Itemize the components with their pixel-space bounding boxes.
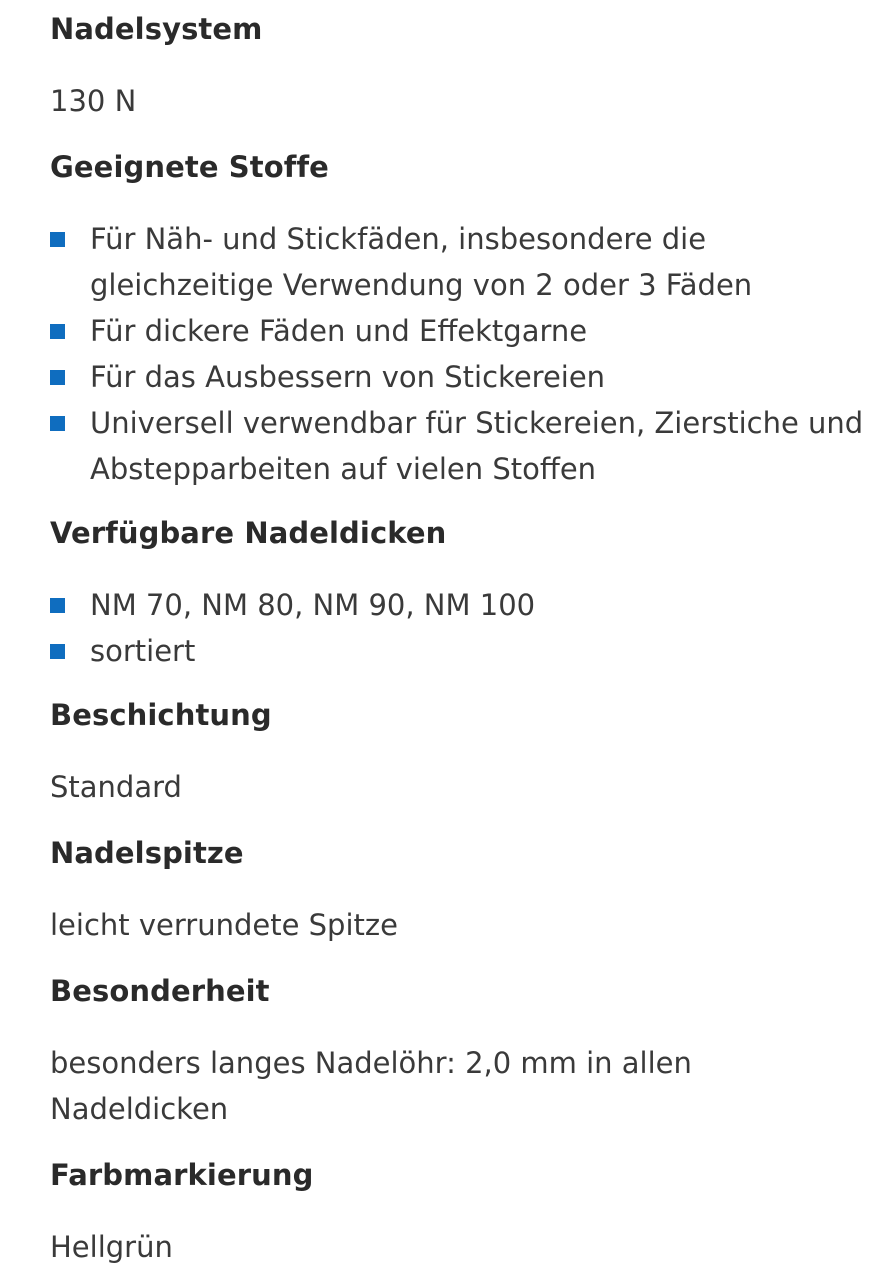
list-item-text: Für Näh- und Stickfäden, insbesondere die gleichzeitige Verwendung von 2 oder 3 Fäden bbox=[90, 222, 753, 302]
section-value-nadelsystem: 130 N bbox=[50, 84, 137, 118]
needle-size-list bbox=[50, 582, 870, 674]
section-geeignete-stoffe bbox=[50, 148, 870, 492]
section-besonderheit bbox=[50, 972, 870, 1132]
list-item bbox=[50, 308, 870, 354]
section-heading-nadelsystem: Nadelsystem bbox=[50, 12, 263, 46]
section-value-besonderheit: besonders langes Nadelöhr: 2,0 mm in allen Nadeldicken bbox=[50, 1046, 692, 1126]
section-heading-besonderheit: Besonderheit bbox=[50, 974, 270, 1008]
section-heading-beschichtung: Beschichtung bbox=[50, 698, 272, 732]
section-beschichtung bbox=[50, 696, 870, 810]
square-bullet-icon bbox=[50, 324, 65, 339]
list-item bbox=[50, 400, 870, 492]
section-value-beschichtung: Standard bbox=[50, 770, 182, 804]
section-value-farbmarkierung: Hellgrün bbox=[50, 1230, 173, 1264]
section-farbmarkierung bbox=[50, 1156, 870, 1270]
list-item bbox=[50, 216, 870, 308]
list-item-text: Für das Ausbessern von Stickereien bbox=[90, 360, 606, 394]
square-bullet-icon bbox=[50, 598, 65, 613]
section-value-nadelspitze: leicht verrundete Spitze bbox=[50, 908, 398, 942]
fabric-list bbox=[50, 216, 870, 492]
list-item-text: sortiert bbox=[90, 634, 196, 668]
list-item-text: Für dickere Fäden und Effektgarne bbox=[90, 314, 588, 348]
list-item bbox=[50, 582, 870, 628]
section-nadeldicken bbox=[50, 514, 870, 674]
list-item bbox=[50, 354, 870, 400]
square-bullet-icon bbox=[50, 370, 65, 385]
section-heading-farbmarkierung: Farbmarkierung bbox=[50, 1158, 314, 1192]
list-item bbox=[50, 628, 870, 674]
section-heading-nadelspitze: Nadelspitze bbox=[50, 836, 244, 870]
section-nadelspitze bbox=[50, 834, 870, 948]
section-nadelsystem bbox=[50, 10, 870, 124]
list-item-text: Universell verwendbar für Stickereien, Zierstiche und Abstepparbeiten auf vielen Stoffen bbox=[90, 406, 864, 486]
square-bullet-icon bbox=[50, 416, 65, 431]
square-bullet-icon bbox=[50, 232, 65, 247]
square-bullet-icon bbox=[50, 644, 65, 659]
section-heading-geeignete-stoffe: Geeignete Stoffe bbox=[50, 150, 329, 184]
list-item-text: NM 70, NM 80, NM 90, NM 100 bbox=[90, 588, 536, 622]
section-heading-nadeldicken: Verfügbare Nadeldicken bbox=[50, 516, 447, 550]
